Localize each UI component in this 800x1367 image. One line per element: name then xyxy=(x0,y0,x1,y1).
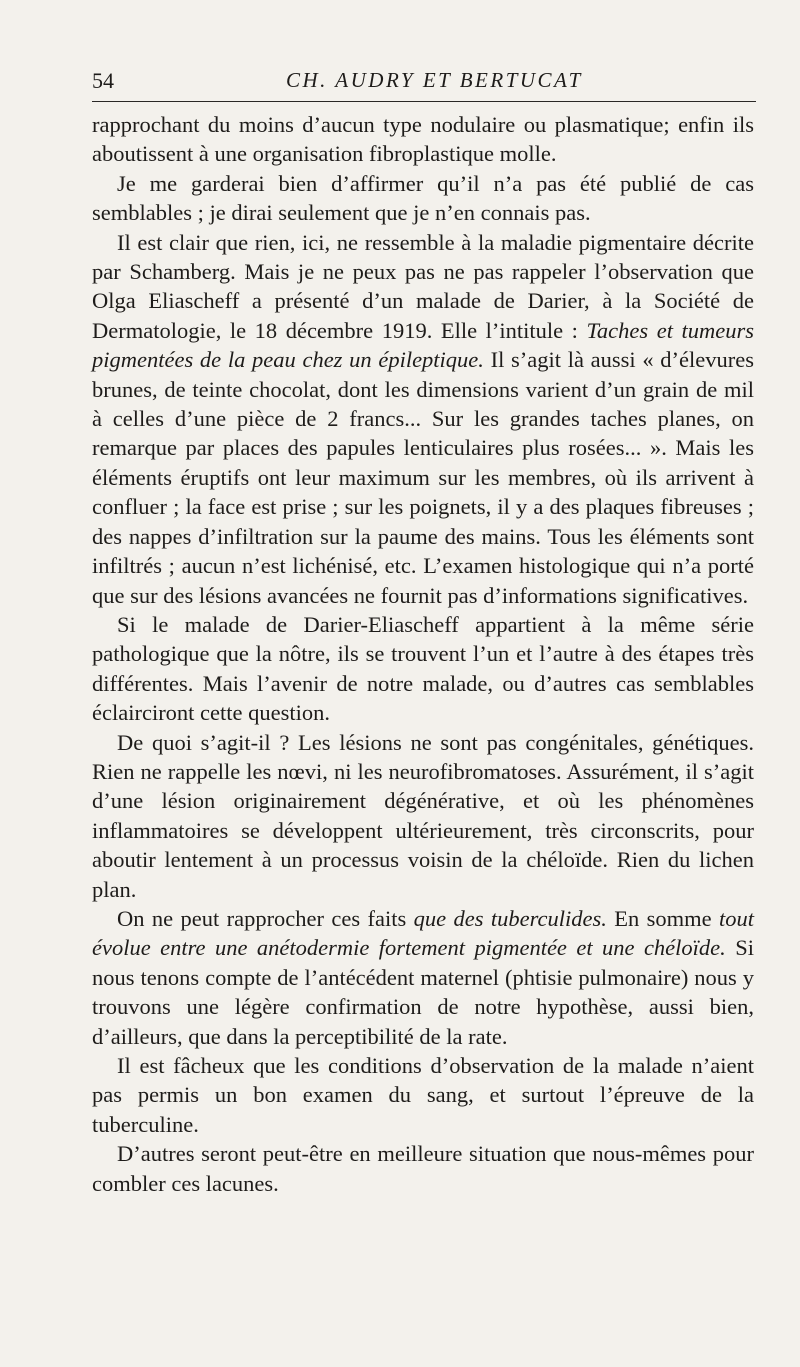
running-head: CH. AUDRY ET BERTUCAT xyxy=(286,68,583,92)
text-run: Si nous tenons compte de l’antécédent maternel (phtisie pulmonaire) nous y trouvons une légère confirmation de notre hypothèse, aussi bien, d’ailleurs, que dans la perceptibilité de la rate. xyxy=(92,935,754,1049)
italic-text: Taches et tumeurs pigmentées de la peau chez un épileptique. xyxy=(92,317,754,373)
paragraph xyxy=(92,1051,754,1139)
text-run: De quoi s’agit-il ? Les lésions ne sont pas congénitales, génétiques. Rien ne rappelle les nœvi, ni les neurofibromatoses. Assurément, il s’agit d’une lésion originairement dégénérative, et où les phénomènes inflammatoires se développent ultérieurement, très circonscrits, pour aboutir lentement à un processus voisin de la chéloïde. Rien du lichen plan. xyxy=(92,729,754,902)
paragraph xyxy=(92,904,754,1051)
italic-text: que des tuberculides. xyxy=(413,905,607,931)
paragraph xyxy=(92,728,754,904)
text-run: D’autres seront peut-être en meilleure situation que nous-mêmes pour combler ces lacunes. xyxy=(92,1141,754,1196)
paragraph xyxy=(92,169,754,228)
paragraph xyxy=(92,228,754,610)
text-run: Il est clair que rien, ici, ne ressemble à la maladie pigmentaire décrite par Schamberg. Mais je ne peux pas ne pas rappeler l’observation que Olga Eliascheff a présenté d’un malade de Darier, à la Société de Dermatologie, le 18 décembre 1919. Elle l’intitule : xyxy=(92,229,754,343)
text-run: En somme xyxy=(606,905,719,931)
text-run: Je me garderai bien d’affirmer qu’il n’a pas été publié de cas semblables ; je dirai seulement que je n’en connais pas. xyxy=(92,170,754,226)
text-run: Il est fâcheux que les conditions d’observation de la malade n’aient pas permis un bon examen du sang, et surtout l’épreuve de la tuberculine. xyxy=(92,1053,754,1137)
text-run: rapprochant du moins d’aucun type nodulaire ou plasmatique; enfin ils aboutissent à une organisation fibroplastique molle. xyxy=(92,112,754,167)
page-number: 54 xyxy=(92,68,114,93)
page-header xyxy=(92,68,760,102)
text-run: On ne peut rapprocher ces faits xyxy=(117,905,414,931)
text-run: Il s’agit là aussi « d’élevures brunes, de teinte chocolat, dont les dimensions varient d’un grain de mil à celles d’une pièce de 2 francs... Sur les grandes taches planes, on remarque par places des papules lenticulaires plus rosées... ». Mais les éléments éruptifs ont leur maximum sur les membres, où ils arrivent à confluer ; la face est prise ; sur les poignets, il y a des plaques fibreuses ; des nappes d’infiltration sur la paume des mains. Tous les éléments sont infiltrés ; aucun n’est lichénisé, etc. L’examen histologique qui n’a porté que sur des lésions avancées ne fournit pas d’informations significatives. xyxy=(92,347,755,608)
paragraph xyxy=(92,110,754,169)
paragraph xyxy=(92,1139,754,1198)
paragraph xyxy=(92,610,754,728)
body-text xyxy=(92,110,754,1198)
header-rule xyxy=(92,101,756,102)
text-run: Si le malade de Darier-Eliascheff appartient à la même série pathologique que la nôtre, ils se trouvent l’un et l’autre à des étapes très différentes. Mais l’avenir de notre malade, ou d’autres cas semblables éclairciront cette question. xyxy=(92,611,754,726)
italic-text: tout évolue entre une anétodermie fortement pigmentée et une chéloïde. xyxy=(92,905,754,961)
